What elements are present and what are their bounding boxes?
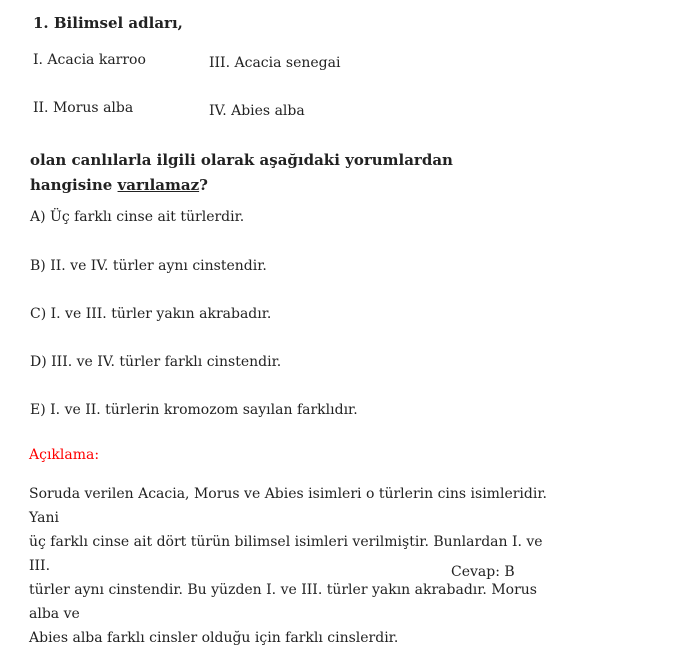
question-stem-line-1: olan canlılarla ilgili olarak aşağıdaki yorumlardan: [30, 151, 453, 169]
species-name-3: [209, 55, 340, 71]
question-stem: [30, 148, 453, 198]
species-name-4: IV. Abies alba: [209, 103, 305, 119]
explanation-line-3: türler aynı cinstendir. Bu yüzden I. ve III. türler yakın akrabadır. Morus alba ve: [29, 582, 537, 622]
explanation-label: Açıklama:: [29, 447, 100, 463]
stem-suffix: ?: [199, 176, 208, 194]
explanation-line-2: üç farklı cinse ait dört türün bilimsel isimleri verilmiştir. Bunlardan I. ve III.: [29, 534, 543, 574]
species-name-3-text: . Acacia senegai: [225, 55, 341, 71]
species-name-2: II. Morus alba: [33, 100, 134, 116]
question-title: 1. Bilimsel adları,: [33, 14, 183, 32]
question-stem-line-2: [30, 173, 453, 198]
species-name-1: I. Acacia karroo: [33, 52, 146, 68]
option-c: C) I. ve III. türler yakın akrabadır.: [30, 306, 272, 322]
option-e: E) I. ve II. türlerin kromozom sayılan farklıdır.: [30, 402, 358, 418]
stem-prefix: hangisine: [30, 176, 118, 194]
stem-underlined-word: varılamaz: [117, 176, 200, 194]
explanation-line-1: Soruda verilen Acacia, Morus ve Abies isimleri o türlerin cins isimleridir. Yani: [29, 486, 547, 526]
explanation-line-4: Abies alba farklı cinsler olduğu için farklı cinslerdir.: [29, 630, 399, 646]
option-b: B) II. ve IV. türler aynı cinstendir.: [30, 258, 267, 274]
answer-text: Cevap: B: [451, 564, 515, 580]
species-name-3-roman: III: [209, 55, 226, 71]
option-a: A) Üç farklı cinse ait türlerdir.: [30, 209, 245, 225]
option-d: D) III. ve IV. türler farklı cinstendir.: [30, 354, 282, 370]
